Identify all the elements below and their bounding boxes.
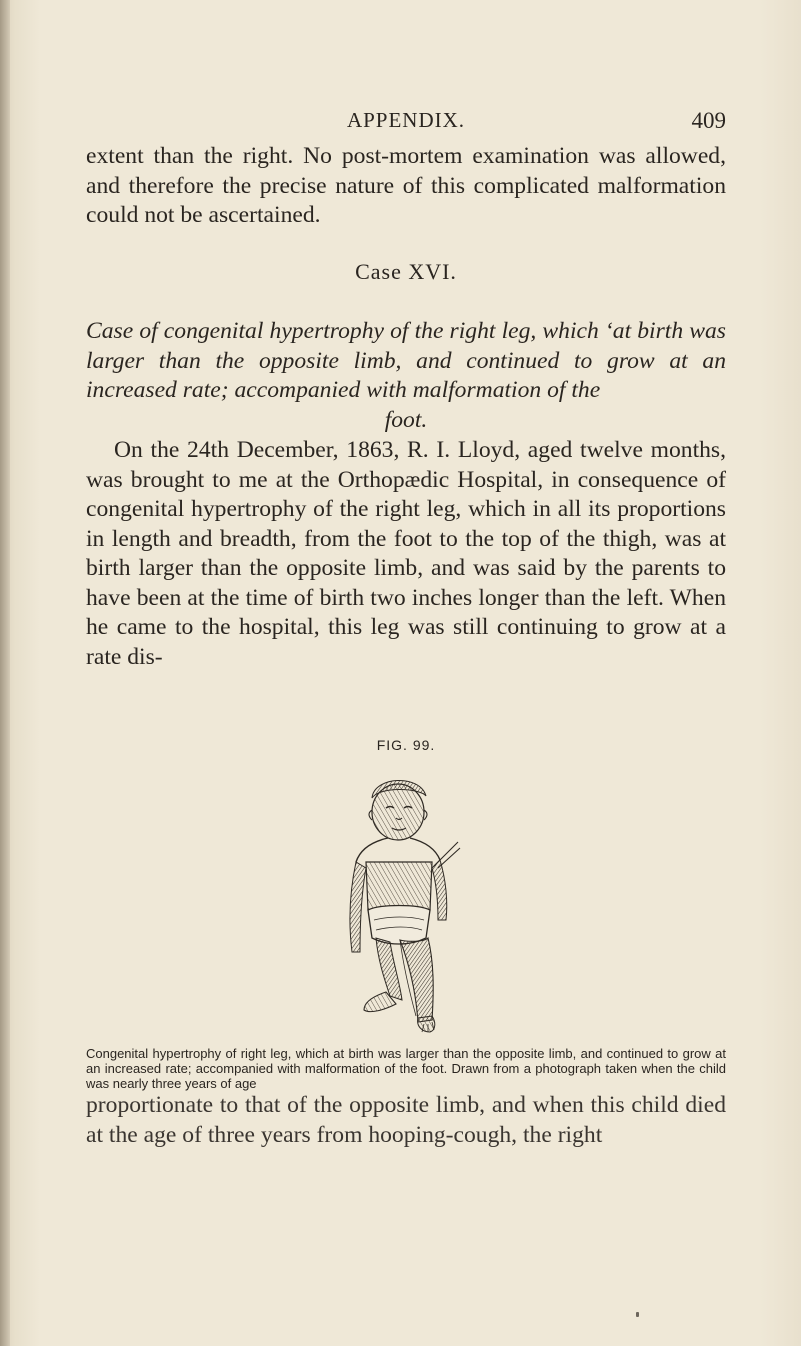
continued-paragraph-block xyxy=(86,142,726,231)
figure-caption: Congenital hypertrophy of right leg, which at birth was larger than the opposite limb, and continued to grow at an increased rate; accompanied with malformation of the foot. Drawn from a photograph taken when the child was nearly three years of age xyxy=(86,1046,726,1091)
case-summary-text: Case of congenital hypertrophy of the right leg, which ‘at birth was larger than the opposite limb, and continued to grow at an increased rate; accompanied with malformation of the xyxy=(86,318,726,403)
case-summary-last-line: foot. xyxy=(384,406,428,433)
figure-label: FIG. 99. xyxy=(376,737,436,753)
case-paragraph-block xyxy=(86,436,726,672)
running-title: APPENDIX. xyxy=(346,108,466,132)
case-heading: Case XVI. xyxy=(355,259,457,284)
engraving-shading xyxy=(350,780,460,1032)
case-paragraph: On the 24th December, 1863, R. I. Lloyd, aged twelve months, was brought to me at the Orthopædic Hospital, in consequence of congenital hypertrophy of the right leg, which in all its proportions in length and breadth, from the foot to the top of the thigh, was at birth larger than the opposite limb, and was said by the parents to have been at the time of birth two inches longer than the left. When he came to the hospital, this leg was still continuing to grow at a rate dis- xyxy=(86,437,726,670)
page-number: 409 xyxy=(691,108,726,133)
after-figure-paragraph: proportionate to that of the opposite limb, and when this child died at the age of three years from hooping-cough, the right xyxy=(86,1092,726,1148)
child-engraving-illustration xyxy=(330,770,480,1035)
page-binding-shadow xyxy=(0,0,10,1346)
continued-paragraph: extent than the right. No post-mortem examination was allowed, and therefore the precise nature of this complicated malformation could not be ascertained. xyxy=(86,143,726,228)
running-head xyxy=(86,108,726,138)
ink-mark xyxy=(636,1312,639,1317)
after-figure-paragraph-block xyxy=(86,1091,726,1150)
case-summary xyxy=(86,317,726,435)
